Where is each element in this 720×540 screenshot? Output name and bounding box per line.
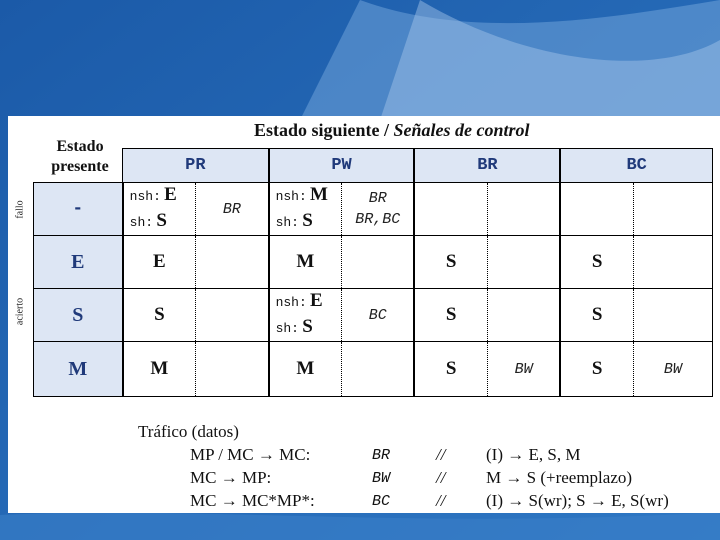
traffic-operation: MC → MC*MP*: — [190, 491, 315, 510]
header-row — [34, 149, 713, 183]
traffic-operation: MP / MC → MC: — [190, 445, 311, 464]
col-header-pr: PR — [123, 149, 269, 183]
cell-s-bc-signal — [633, 289, 712, 342]
cell-invalid-pw-signal — [342, 183, 415, 236]
traffic-separator: // — [436, 445, 446, 464]
cell-e-pr-next: E — [123, 236, 196, 289]
traffic-signal: BC — [372, 493, 391, 510]
title-main: Estado siguiente / — [254, 120, 394, 140]
cell-invalid-pr-next — [123, 183, 196, 236]
traffic-signal: BW — [372, 470, 391, 487]
nsh-label: nsh: — [275, 295, 307, 310]
nsh-value: E — [164, 184, 177, 205]
cell-s-pw-next — [269, 289, 342, 342]
traffic-separator: // — [436, 468, 446, 487]
cell-s-bc-next: S — [560, 289, 633, 342]
cell-invalid-bc-signal — [633, 183, 712, 236]
cell-e-pw-signal — [342, 236, 415, 289]
nsh-value: M — [310, 184, 328, 205]
table-row-m — [34, 342, 713, 397]
cell-m-pw-next: M — [269, 342, 342, 397]
cell-s-br-next: S — [414, 289, 487, 342]
cell-s-pr-signal — [196, 289, 269, 342]
state-transition-table — [33, 148, 713, 397]
table-title — [254, 120, 530, 141]
traffic-separator: // — [436, 491, 446, 510]
cell-s-pr-next: S — [123, 289, 196, 342]
cell-s-br-signal — [487, 289, 560, 342]
header-blank — [34, 149, 123, 183]
col-header-bc: BC — [560, 149, 712, 183]
nsh-label: nsh: — [129, 189, 161, 204]
title-italic: Señales de control — [393, 120, 530, 140]
nsh-value: E — [310, 290, 323, 311]
state-s: S — [34, 289, 123, 342]
cell-e-pr-signal — [196, 236, 269, 289]
state-invalid: - — [34, 183, 123, 236]
traffic-operation: MC → MP: — [190, 468, 272, 487]
table-row-e — [34, 236, 713, 289]
cell-e-bc-signal — [633, 236, 712, 289]
traffic-effect: (I) → S(wr); S → E, S(wr) — [486, 491, 669, 510]
cell-m-pr-next: M — [123, 342, 196, 397]
state-m: M — [34, 342, 123, 397]
traffic-signal: BR — [372, 447, 391, 464]
table-row-invalid — [34, 183, 713, 236]
col-header-br: BR — [414, 149, 560, 183]
presente-label: presente — [51, 158, 109, 175]
sh-label: sh: — [275, 321, 299, 336]
cell-m-pw-signal — [342, 342, 415, 397]
cell-invalid-pw-next — [269, 183, 342, 236]
cell-e-pw-next: M — [269, 236, 342, 289]
cell-m-bc-next: S — [560, 342, 633, 397]
cell-invalid-br-next — [414, 183, 487, 236]
side-label-fallo: fallo — [14, 200, 26, 219]
cell-e-bc-next: S — [560, 236, 633, 289]
cell-m-pr-signal — [196, 342, 269, 397]
cell-invalid-bc-next — [560, 183, 633, 236]
cell-invalid-br-signal — [487, 183, 560, 236]
sh-value: S — [302, 316, 313, 337]
col-header-pw: PW — [269, 149, 415, 183]
traffic-heading: Tráfico (datos) — [138, 422, 239, 441]
sh-value: S — [302, 210, 313, 231]
nsh-label: nsh: — [275, 189, 307, 204]
signal-line-1: BR — [368, 190, 387, 207]
cell-e-br-next: S — [414, 236, 487, 289]
cell-m-br-signal: BW — [487, 342, 560, 397]
traffic-effect: (I) → E, S, M — [486, 445, 581, 464]
cell-invalid-pr-signal: BR — [196, 183, 269, 236]
cell-s-pw-signal: BC — [342, 289, 415, 342]
signal-line-2: BR,BC — [355, 211, 401, 228]
state-e: E — [34, 236, 123, 289]
estado-label: Estado — [56, 138, 104, 155]
sh-label: sh: — [129, 215, 154, 230]
cell-m-bc-signal: BW — [633, 342, 712, 397]
table-row-s — [34, 289, 713, 342]
sh-value: S — [156, 210, 167, 231]
sh-label: sh: — [275, 215, 299, 230]
traffic-effect: M → S (+reemplazo) — [486, 468, 633, 487]
cell-m-br-next: S — [414, 342, 487, 397]
cell-e-br-signal — [487, 236, 560, 289]
side-label-acierto: acierto — [14, 297, 26, 326]
